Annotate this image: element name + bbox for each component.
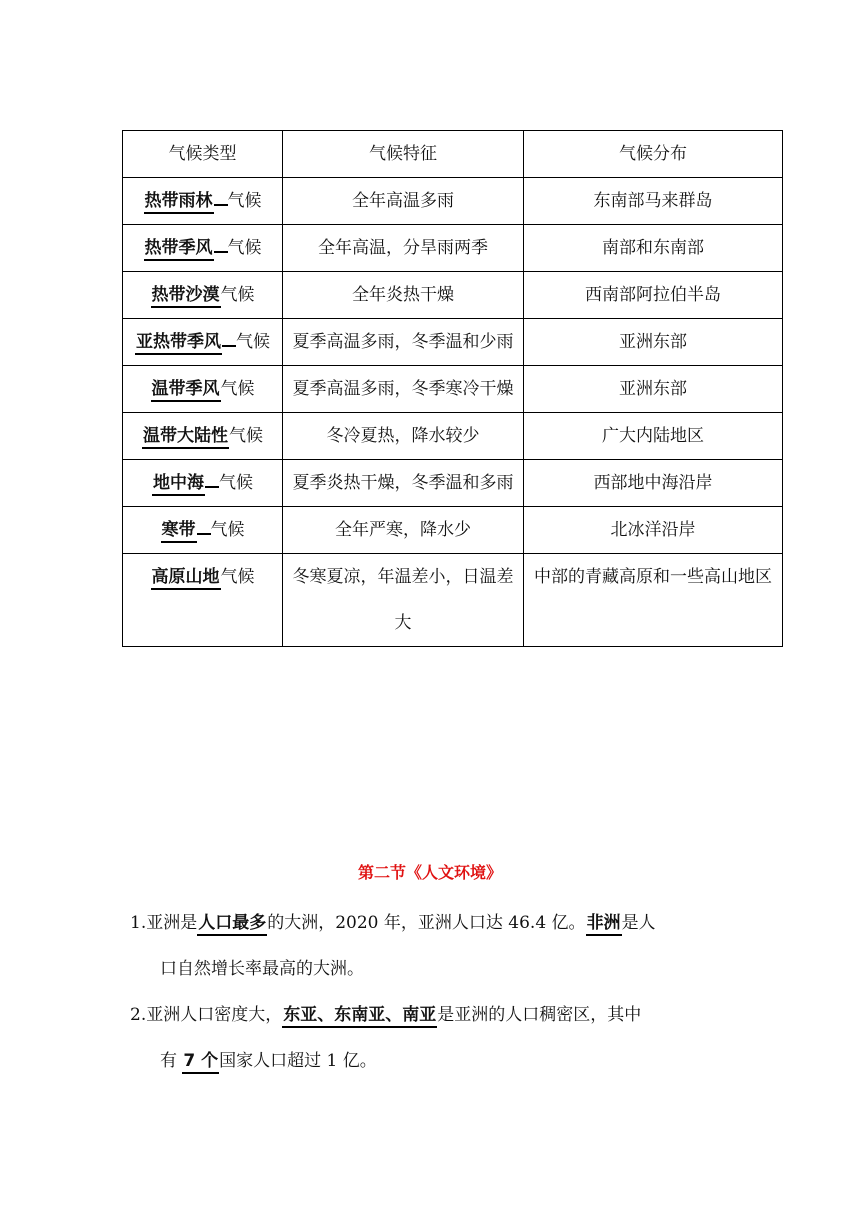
table-row: [123, 178, 783, 225]
p2-keyword-dense-regions: 东亚、东南亚、南亚: [282, 1006, 437, 1028]
table-row: [123, 225, 783, 272]
climate-feature-cell: 全年高温多雨: [283, 178, 524, 225]
climate-distribution-cell: 东南部马来群岛: [524, 178, 783, 225]
climate-type-suffix: 气候: [227, 191, 262, 211]
climate-type-suffix: 气候: [220, 285, 255, 305]
climate-feature-cell: 夏季炎热干燥，冬季温和多雨: [283, 460, 524, 507]
blank-underline: [214, 251, 228, 253]
blank-underline: [222, 345, 236, 347]
section-title: 第二节《人文环境》: [357, 863, 502, 882]
climate-type-keyword: 寒带: [161, 521, 197, 543]
climate-type-cell: [123, 272, 283, 319]
climate-type-suffix: 气候: [210, 520, 245, 540]
header-climate-distribution: 气候分布: [524, 131, 783, 178]
header-climate-feature: 气候特征: [283, 131, 524, 178]
climate-type-cell: [123, 460, 283, 507]
climate-feature-cell: 全年炎热干燥: [283, 272, 524, 319]
p1-prefix: 1.亚洲是: [130, 913, 198, 933]
climate-type-keyword: 温带季风: [151, 380, 221, 402]
table-row: [123, 413, 783, 460]
p1-keyword-africa: 非洲: [586, 914, 622, 936]
climate-distribution-cell: 亚洲东部: [524, 319, 783, 366]
climate-type-keyword: 地中海: [152, 474, 205, 496]
climate-type-keyword: 热带沙漠: [151, 286, 221, 308]
climate-distribution-cell: 南部和东南部: [524, 225, 783, 272]
climate-distribution-cell: 中部的青藏高原和一些高山地区: [524, 554, 783, 647]
table-row: [123, 460, 783, 507]
climate-type-cell: [123, 178, 283, 225]
climate-type-suffix: 气候: [236, 332, 270, 352]
p2-middle: 是亚洲的人口稠密区，其中: [437, 1005, 642, 1025]
table-row: [123, 319, 783, 366]
climate-distribution-cell: 西南部阿拉伯半岛: [524, 272, 783, 319]
climate-type-suffix: 气候: [229, 426, 263, 446]
blank-underline: [205, 486, 219, 488]
table-row: [123, 366, 783, 413]
blank-underline: [214, 204, 228, 206]
climate-type-suffix: 气候: [220, 567, 255, 587]
climate-distribution-cell: 亚洲东部: [524, 366, 783, 413]
climate-table: [122, 130, 783, 647]
climate-type-suffix: 气候: [220, 379, 255, 399]
climate-type-keyword: 高原山地: [151, 568, 221, 590]
paragraph-2: [130, 992, 750, 1084]
climate-distribution-cell: 北冰洋沿岸: [524, 507, 783, 554]
table-header-row: [123, 131, 783, 178]
climate-feature-cell: 全年高温，分旱雨两季: [283, 225, 524, 272]
climate-type-cell: [123, 507, 283, 554]
p1-middle: 的大洲，2020 年，亚洲人口达 46.4 亿。: [267, 913, 586, 933]
table-row: [123, 507, 783, 554]
climate-type-cell: [123, 225, 283, 272]
climate-type-keyword: 亚热带季风: [135, 333, 222, 355]
climate-type-cell: [123, 366, 283, 413]
climate-distribution-cell: 广大内陆地区: [524, 413, 783, 460]
climate-feature-cell: 夏季高温多雨，冬季温和少雨: [283, 319, 524, 366]
p2-line2-suffix: 国家人口超过 1 亿。: [219, 1051, 377, 1071]
climate-type-cell: [123, 413, 283, 460]
blank-underline: [197, 533, 211, 535]
climate-distribution-cell: 西部地中海沿岸: [524, 460, 783, 507]
table-row: [123, 272, 783, 319]
p2-keyword-seven: 7 个: [182, 1052, 219, 1074]
paragraph-1: [130, 900, 750, 992]
climate-feature-cell: 全年严寒，降水少: [283, 507, 524, 554]
climate-feature-cell: 冬寒夏凉，年温差小，日温差大: [283, 554, 524, 647]
header-climate-type: 气候类型: [123, 131, 283, 178]
climate-feature-cell: 冬冷夏热，降水较少: [283, 413, 524, 460]
climate-type-keyword: 热带季风: [144, 239, 214, 261]
p1-line2: 口自然增长率最高的大洲。: [160, 959, 364, 979]
climate-feature-cell: 夏季高温多雨，冬季寒冷干燥: [283, 366, 524, 413]
climate-type-cell: [123, 319, 283, 366]
climate-type-keyword: 热带雨林: [144, 192, 214, 214]
table-row: [123, 554, 783, 647]
p1-middle-2: 是人: [621, 913, 656, 933]
climate-type-keyword: 温带大陆性: [142, 427, 229, 449]
p2-prefix: 2.亚洲人口密度大，: [130, 1005, 283, 1025]
climate-type-suffix: 气候: [227, 238, 262, 258]
climate-type-cell: [123, 554, 283, 647]
climate-type-suffix: 气候: [219, 473, 253, 493]
p1-keyword-most-population: 人口最多: [197, 914, 267, 936]
p2-line2-prefix: 有: [160, 1051, 183, 1071]
